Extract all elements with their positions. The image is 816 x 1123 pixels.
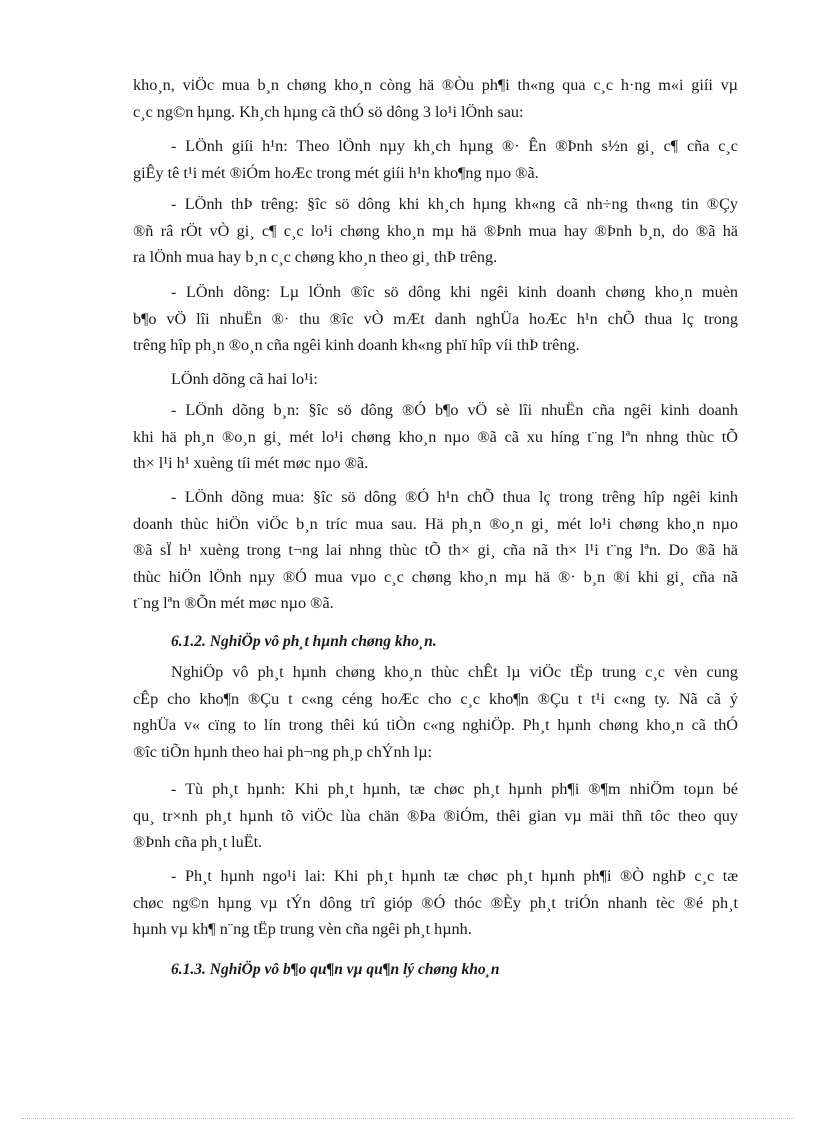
text-line: c¸c ng©n hµng. Kh¸ch hµng cã thÓ sö dông 3 lo¹i lÖnh sau: bbox=[133, 102, 524, 121]
text-line: - LÖnh dõng mua: §îc sö dông ®Ó h¹n chÕ thua lç trong trêng hîp ngêi kinh bbox=[171, 488, 738, 506]
text-line: ra lÖnh mua hay b¸n c¸c chøng kho¸n theo gi¸ thÞ trêng. bbox=[133, 248, 498, 267]
text-line: th× l¹i h¹ xuèng tíi mét møc nµo ®ã. bbox=[133, 454, 369, 473]
paragraph-1 bbox=[133, 72, 738, 125]
paragraph-9 bbox=[133, 776, 738, 856]
text-line: chøc ng©n hµng vµ tÝn dông trî gióp ®Ó thóc ®Èy ph¸t triÓn nhanh tèc ®é ph¸t bbox=[133, 893, 738, 912]
text-line: ®Þnh cña ph¸t luËt. bbox=[133, 833, 263, 852]
text-line: NghiÖp vô ph¸t hµnh chøng kho¸n thùc chÊt lµ viÖc tËp trung c¸c vèn cung bbox=[171, 663, 738, 681]
text-line: hµnh vµ kh¶ n¨ng tËp trung vèn cña ngêi ph¸t hµnh. bbox=[133, 920, 472, 939]
paragraph-3 bbox=[133, 191, 738, 271]
text-line: cÊp cho kho¶n ®Çu t c«ng céng hoÆc cho c¸c kho¶n ®Çu t t¹i c«ng ty. Nã cã ý bbox=[133, 689, 738, 708]
text-line: doanh thùc hiÖn viÖc b¸n tríc mua sau. Hä ph¸n ®o¸n gi¸ mét lo¹i chøng kho¸n nµo bbox=[133, 514, 738, 533]
text-line: - Ph¸t hµnh ngo¹i lai: Khi ph¸t hµnh tæ chøc ph¸t hµnh ph¶i ®Ò nghÞ c¸c tæ bbox=[171, 867, 738, 885]
text-line: - Tù ph¸t hµnh: Khi ph¸t hµnh, tæ chøc ph¸t hµnh ph¶i ®¶m nhiÖm toµn bé bbox=[171, 780, 738, 798]
text-line: qu¸ tr×nh ph¸t hµnh tõ viÖc lùa chän ®Þa ®iÓm, thêi gian vµ mäi thñ tôc theo quy bbox=[133, 806, 738, 825]
text-line: trêng hîp ph¸n ®o¸n cña ngêi kinh doanh kh«ng phï hîp víi thÞ trêng. bbox=[133, 336, 580, 355]
text-line: nghÜa v« cïng to lín trong thêi kú tiÒn c«ng nghiÖp. Ph¸t hµnh chøng kho¸n cã thÓ bbox=[133, 716, 738, 735]
text-line: LÖnh dõng cã hai lo¹i: bbox=[171, 370, 318, 388]
section-heading: 6.1.2. NghiÖp vô ph¸t hµnh chøng kho¸n. bbox=[171, 633, 437, 650]
paragraph-7 bbox=[133, 484, 738, 617]
text-line: t¨ng lªn ®Õn mét møc nµo ®ã. bbox=[133, 594, 334, 613]
paragraph-4 bbox=[133, 279, 738, 359]
text-line: b¶o vÖ lîi nhuËn ®· thu ®îc vÒ mÆt danh nghÜa hoÆc h¹n chÕ thua lç trong bbox=[133, 309, 738, 328]
text-line: ®îc tiÕn hµnh theo hai ph¬ng ph¸p chÝnh lµ: bbox=[133, 742, 433, 761]
text-line: thùc hiÖn lÖnh nµy ®Ó mua vµo c¸c chøng kho¸n mµ hä ®· b¸n ®i khi gi¸ cña nã bbox=[133, 567, 738, 586]
paragraph-6 bbox=[133, 397, 738, 477]
text-line: - LÖnh giíi h¹n: Theo lÖnh nµy kh¸ch hµng ®· Ên ®Þnh s½n gi¸ c¶ cña c¸c bbox=[171, 137, 738, 155]
text-line: - LÖnh thÞ trêng: §îc sö dông khi kh¸ch hµng kh«ng cã nh÷ng th«ng tin ®Çy bbox=[171, 195, 738, 213]
paragraph-2 bbox=[133, 133, 738, 186]
text-line: kho¸n, viÖc mua b¸n chøng kho¸n còng hä ®Òu ph¶i th«ng qua c¸c h·ng m«i giíi vµ bbox=[133, 76, 738, 94]
paragraph-10 bbox=[133, 863, 738, 943]
text-line: khi hä ph¸n ®o¸n gi¸ mét lo¹i chøng kho¸n nµo ®ã cã xu híng t¨ng lªn nhng thùc tÕ bbox=[133, 427, 738, 446]
text-line: - LÖnh dõng b¸n: §îc sö dông ®Ó b¶o vÖ sè lîi nhuËn cña ngêi kinh doanh bbox=[171, 401, 738, 419]
paragraph-5 bbox=[133, 366, 738, 393]
page-bottom-rule bbox=[22, 1118, 794, 1119]
text-line: - LÖnh dõng: Lµ lÖnh ®îc sö dông khi ngêi kinh doanh chøng kho¸n muèn bbox=[171, 283, 738, 301]
text-line: ®ñ râ rÖt vÒ gi¸ c¶ c¸c lo¹i chøng kho¸n mµ hä ®Þnh mua hay ®Þnh b¸n, do ®ã hä bbox=[133, 221, 738, 240]
section-heading: 6.1.3. NghiÖp vô b¶o qu¶n vµ qu¶n lý chøng kho¸n bbox=[171, 961, 500, 978]
text-line: ®ã sÏ h¹ xuèng trong t¬ng lai nhng thùc tÕ th× gi¸ cña nã th× l¹i t¨ng lªn. Do ®ã hä bbox=[133, 541, 738, 560]
text-line: giÊy tê t¹i mét ®iÓm hoÆc trong mét giíi h¹n kho¶ng nµo ®ã. bbox=[133, 163, 539, 182]
paragraph-8 bbox=[133, 659, 738, 765]
